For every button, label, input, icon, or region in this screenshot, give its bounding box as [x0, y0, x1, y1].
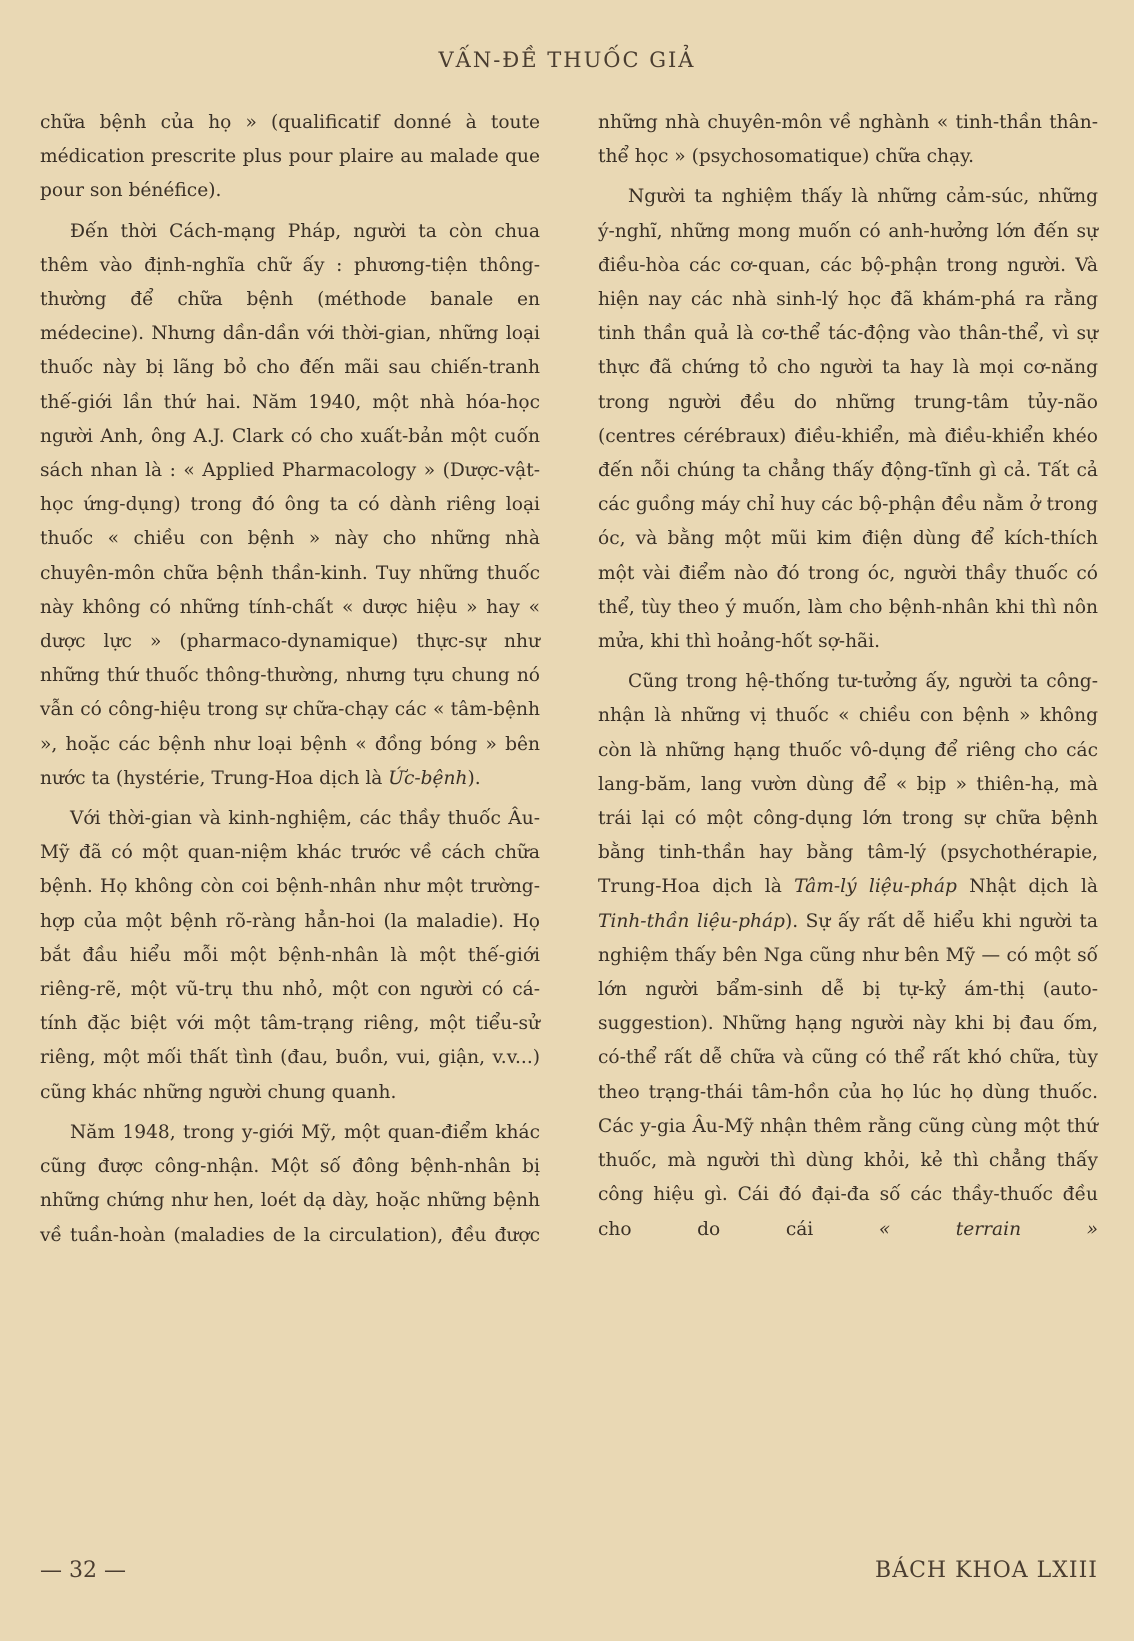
right-paragraph-3-italic-2: Tinh-thần liệu-pháp	[598, 910, 785, 932]
left-paragraph-4: Năm 1948, trong y-giới Mỹ, một quan-điểm khác cũng được công-nhận. Một số đông bệnh-nhân bị những chứng như hen, loét dạ dày, hoặc những bệnh về tuần-hoàn (maladies de la circulation), đều được	[40, 1121, 540, 1246]
right-paragraph-2: Người ta nghiệm thấy là những cảm-súc, những ý-nghĩ, những mong muốn có anh-hưởng lớn đến sự điều-hòa các cơ-quan, các bộ-phận trong người. Và hiện nay các nhà sinh-lý học đã khám-phá ra rằng tinh thần quả là cơ-thể tác-động vào thân-thể, vì sự thực đã chứng tỏ cho người ta hay là mọi cơ-năng trong người đều do những trung-tâm tủy-não (centres cérébraux) điều-khiển, mà điều-khiển khéo đến nỗi chúng ta chẳng thấy động-tĩnh gì cả. Tất cả các guồng máy chỉ huy các bộ-phận đều nằm ở trong óc, và bằng một mũi kim điện dùng để kích-thích một vài điểm nào đó trong óc, người thầy thuốc có thể, tùy theo ý muốn, làm cho bệnh-nhân khi thì nôn mửa, khi thì hoảng-hốt sợ-hãi.	[598, 186, 1098, 653]
left-paragraph-2-end: ).	[467, 767, 481, 789]
right-paragraph-3	[598, 665, 1098, 1246]
text-columns	[40, 106, 1098, 1526]
page-number: — 32 —	[40, 1558, 126, 1583]
right-paragraph-1: những nhà chuyên-môn về nghành « tinh-thần thân-thể học » (psychosomatique) chữa chạy.	[598, 112, 1098, 168]
left-paragraph-1: chữa bệnh của họ » (qualificatif donné à toute médication prescrite plus pour plaire au malade que pour son bénéfice).	[40, 112, 540, 202]
right-paragraph-3-italic-1: Tâm-lý liệu-pháp	[794, 876, 957, 898]
right-paragraph-3-part-c: ). Sự ấy rất dễ hiểu khi người ta nghiệm thấy bên Nga cũng như bên Mỹ — có một số lớn người bẩm-sinh dễ bị tự-kỷ ám-thị (auto-suggestion). Những hạng người này khi bị đau ốm, có-thể rất dễ chữa và cũng có thể rất khó chữa, tùy theo trạng-thái tâm-hồn của họ lúc họ dùng thuốc. Các y-gia Âu-Mỹ nhận thêm rằng cũng cùng một thứ thuốc, mà người thì dùng khỏi, kẻ thì chẳng thấy công hiệu gì. Cái đó đại-đa số các thầy-thuốc đều cho do cái	[598, 910, 1098, 1240]
magazine-name: BÁCH KHOA LXIII	[875, 1558, 1098, 1583]
right-paragraph-3-italic-3: « terrain »	[878, 1218, 1098, 1240]
running-head: VẤN-ĐỀ THUỐC GIẢ	[438, 48, 696, 72]
right-paragraph-3-part-b: Nhật dịch là	[969, 876, 1098, 898]
page-footer	[40, 1558, 1098, 1598]
right-paragraph-3-part-a: Cũng trong hệ-thống tư-tưởng ấy, người ta công-nhận là những vị thuốc « chiều con bệnh » không còn là những hạng thuốc vô-dụng để riêng cho các lang-băm, lang vườn dùng để « bịp » thiên-hạ, mà trái lại có một công-dụng lớn trong sự chữa bệnh bằng tinh-thần hay bằng tâm-lý (psychothérapie, Trung-Hoa dịch là	[598, 671, 1098, 898]
left-paragraph-2	[40, 215, 540, 796]
right-column	[598, 106, 1098, 1526]
left-paragraph-2-text: Đến thời Cách-mạng Pháp, người ta còn chua thêm vào định-nghĩa chữ ấy : phương-tiện thông-thường để chữa bệnh (méthode banale en médecine). Nhưng dần-dần với thời-gian, những loại thuốc này bị lãng bỏ cho đến mãi sau chiến-tranh thế-giới lần thứ hai. Năm 1940, một nhà hóa-học người Anh, ông A.J. Clark có cho xuất-bản một cuốn sách nhan là : « Applied Pharmacology » (Dược-vật-học ứng-dụng) trong đó ông ta có dành riêng loại thuốc « chiều con bệnh » này cho những nhà chuyên-môn chữa bệnh thần-kinh. Tuy những thuốc này không có những tính-chất « dược hiệu » hay « dược lực » (pharmaco-dynamique) thực-sự như những thứ thuốc thông-thường, nhưng tựu chung nó vẫn có công-hiệu trong sự chữa-chạy các « tâm-bệnh », hoặc các bệnh như loại bệnh « đồng bóng » bên nước ta (hystérie, Trung-Hoa dịch là	[40, 220, 540, 789]
left-paragraph-2-italic: Ức-bệnh	[388, 767, 468, 789]
left-paragraph-3: Với thời-gian và kinh-nghiệm, các thầy thuốc Âu-Mỹ đã có một quan-niệm khác trước về cách chữa bệnh. Họ không còn coi bệnh-nhân như một trường-hợp của một bệnh rõ-ràng hẳn-hoi (la maladie). Họ bắt đầu hiểu mỗi một bệnh-nhân là một thế-giới riêng-rẽ, một vũ-trụ thu nhỏ, một con người có cá-tính đặc biệt với một tâm-trạng riêng, một tiểu-sử riêng, một mối thất tình (đau, buồn, vui, giận, v.v...) cũng khác những người chung quanh.	[40, 808, 540, 1103]
left-column	[40, 106, 540, 1526]
